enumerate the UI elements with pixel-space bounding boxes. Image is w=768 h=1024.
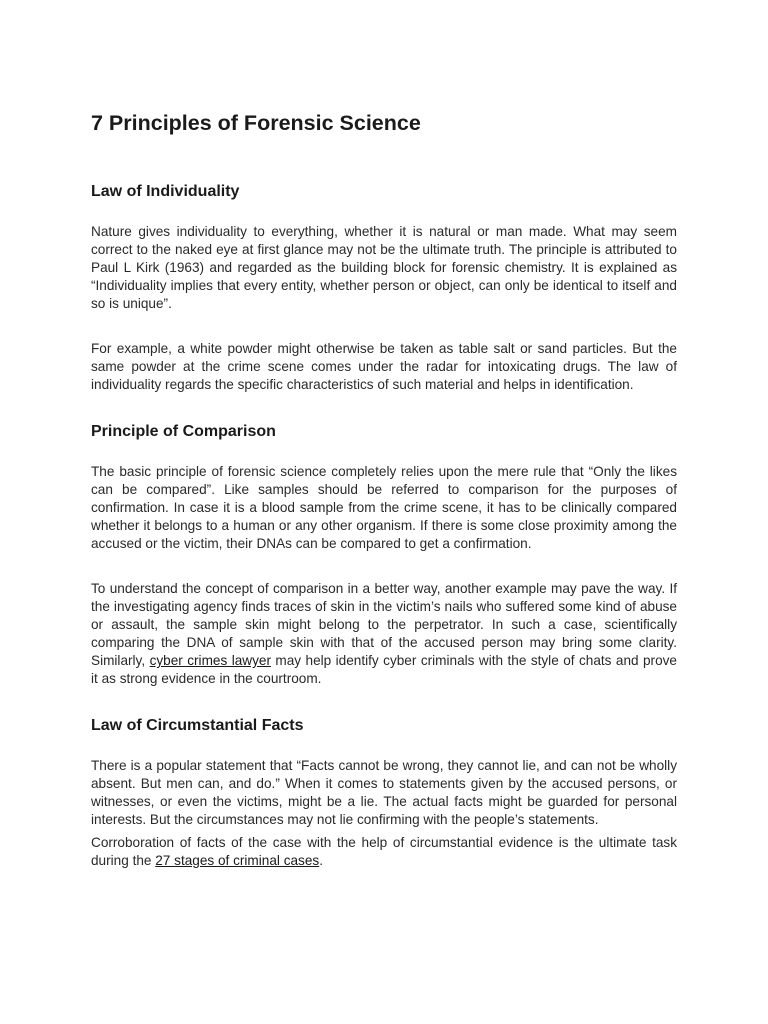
paragraph-text: To understand the concept of comparison in a better way, another example may pave the way. If the investigating agency finds traces of skin in the victim’s nails who suffered some kind of abuse or assault, the sample skin might belong to the perpetrator. In such a case, scientifically comparing the DNA of sample skin with that of the accused person may bring some clarity. Similarly, (91, 581, 677, 668)
section-heading: Law of Individuality (91, 183, 240, 200)
page-title: 7 Principles of Forensic Science (91, 111, 421, 135)
section-heading: Law of Circumstantial Facts (91, 717, 304, 734)
section-law-of-circumstantial-facts (91, 715, 677, 870)
paragraph (91, 834, 677, 870)
paragraph: Nature gives individuality to everything, whether it is natural or man made. What may seem correct to the naked eye at first glance may not be the ultimate truth. The principle is attributed to Paul L Kirk (1963) and regarded as the building block for forensic chemistry. It is explained as “Individuality implies that every entity, whether person or object, can only be identical to itself and so is unique”. (91, 224, 677, 311)
section-principle-of-comparison (91, 421, 677, 688)
section-law-of-individuality (91, 181, 677, 394)
paragraph: There is a popular statement that “Facts cannot be wrong, they cannot lie, and can not be wholly absent. But men can, and do.” When it comes to statements given by the accused persons, or witnesses, or even the victims, might be a lie. The actual facts might be guarded for personal interests. But the circumstances may not lie confirming with the people’s statements. (91, 758, 677, 827)
criminal-cases-stages-link[interactable]: 27 stages of criminal cases (155, 853, 320, 868)
document-page (91, 108, 677, 870)
section-heading: Principle of Comparison (91, 423, 276, 440)
paragraph: For example, a white powder might otherwise be taken as table salt or sand particles. But the same powder at the crime scene comes under the radar for intoxicating drugs. The law of individuality regards the specific characteristics of such material and helps in identification. (91, 341, 677, 392)
paragraph (91, 580, 677, 688)
paragraph-text: may help identify cyber criminals with the style of chats and prove it as strong evidence in the courtroom. (91, 653, 677, 686)
cyber-crimes-lawyer-link[interactable]: cyber crimes lawyer (149, 653, 271, 668)
paragraph: The basic principle of forensic science completely relies upon the mere rule that “Only the likes can be compared”. Like samples should be referred to comparison for the purposes of confirmation. In case it is a blood sample from the crime scene, it has to be clinically compared whether it belongs to a human or any other organism. If there is some close proximity among the accused or the victim, their DNAs can be compared to get a confirmation. (91, 464, 677, 551)
paragraph-text: Corroboration of facts of the case with the help of circumstantial evidence is the ultimate task during the (91, 835, 677, 868)
paragraph-text: . (319, 853, 323, 868)
